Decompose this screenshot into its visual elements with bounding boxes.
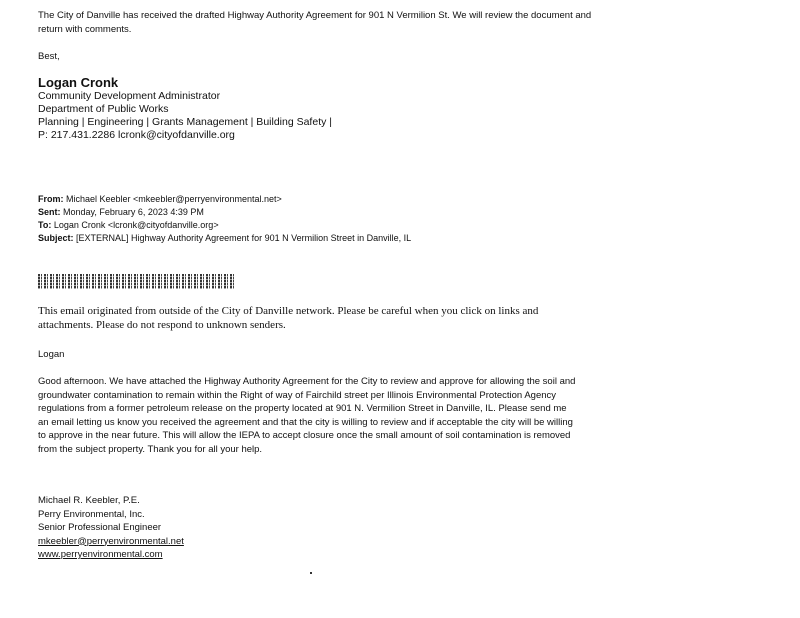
sender-company: Perry Environmental, Inc. [38,508,145,520]
signature-name: Logan Cronk [38,75,119,90]
signature-email-link[interactable]: lcronk@cityofdanville.org [118,129,235,141]
to-value: Logan Cronk <lcronk@cityofdanville.org> [53,220,219,230]
reply-body: The City of Danville has received the drafted Highway Authority Agreement for 901 N Vermilion St. We will review the document and return with comments. [38,10,592,35]
scan-speck [310,572,312,574]
subject-label: Subject: [38,233,74,243]
reply-closing: Best, [38,51,60,62]
from-line [38,193,411,206]
signature-block [38,90,332,142]
signature-divisions: Planning | Engineering | Grants Management | Building Safety | [38,116,332,128]
signature-title: Community Development Administrator [38,90,221,102]
sender-website-link[interactable]: www.perryenvironmental.com [38,549,163,560]
sent-line [38,206,411,219]
subject-line [38,232,411,245]
signature-phone: P: 217.431.2286 [38,129,116,141]
sender-signature [38,494,184,562]
sent-value: Monday, February 6, 2023 4:39 PM [63,207,204,217]
forwarded-header [38,193,411,245]
external-warning: This email originated from outside of the City of Danville network. Please be careful when you click on links and attachments. Please do not respond to unknown senders. [38,305,539,331]
original-message-body: Good afternoon. We have attached the Highway Authority Agreement for the City to review and approve for allowing the soil and groundwater contamination to remain within the Right of way of Fairchild street per Illinois Environmental Protection Agency regulations from a former petroleum release on the property located at 901 N. Vermilion Street in Danville, IL. Please send me an email letting us know you received the agreement and that the city is willing to review and if acceptable the city will be willing to approve in the near future. This will allow the IEPA to accept closure once the small amount of soil contamination is removed from the subject property. Thank you for all your help. [38,376,576,455]
signature-department: Department of Public Works [38,103,169,115]
subject-value: [EXTERNAL] Highway Authority Agreement for 901 N Vermilion Street in Danville, IL [76,233,412,243]
sender-name: Michael R. Keebler, P.E. [38,495,140,506]
to-line [38,219,411,232]
sender-email-link[interactable]: mkeebler@perryenvironmental.net [38,535,184,547]
signature-contact [38,129,332,142]
sender-title: Senior Professional Engineer [38,522,162,533]
from-value: Michael Keebler <mkeebler@perryenvironmental.net> [66,194,282,204]
redacted-barcode-image [38,274,236,289]
to-label: To: [38,220,52,230]
sent-label: Sent: [38,207,61,217]
greeting: Logan [38,349,65,360]
from-label: From: [38,194,64,204]
